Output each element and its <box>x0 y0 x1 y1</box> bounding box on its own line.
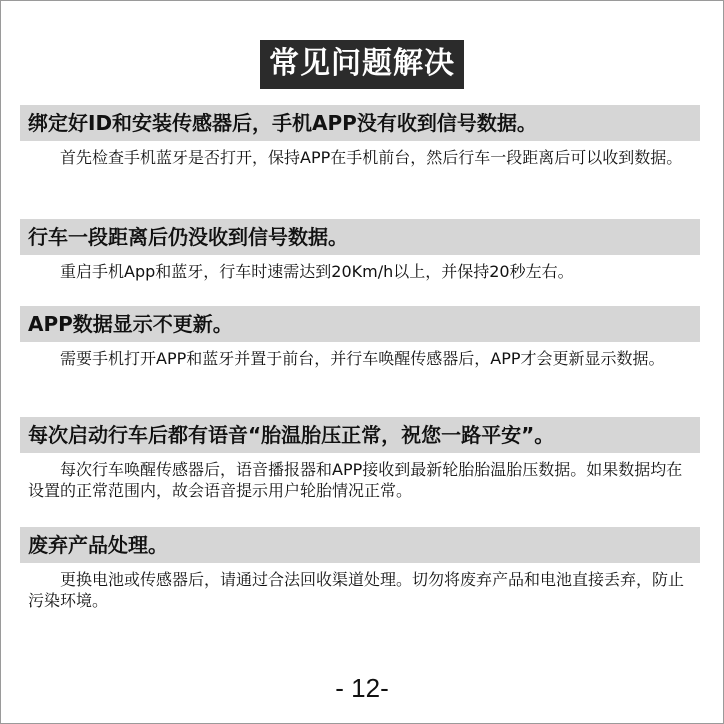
faq-item-5 <box>20 527 700 611</box>
faq-item-3 <box>20 306 700 369</box>
faq-answer-4: 每次行车唤醒传感器后，语音播报器和APP接收到最新轮胎胎温胎压数据。如果数据均在设置的正常范围内，故会语音提示用户轮胎情况正常。 <box>28 460 683 500</box>
faq-question-1: 绑定好ID和安装传感器后，手机APP没有收到信号数据。 <box>20 105 700 141</box>
title-wrap <box>0 40 724 89</box>
faq-answer-3: 需要手机打开APP和蓝牙并置于前台，并行车唤醒传感器后，APP才会更新显示数据。 <box>60 349 665 368</box>
faq-item-2 <box>20 219 700 282</box>
faq-question-5: 废弃产品处理。 <box>20 527 700 563</box>
page-title: 常见问题解决 <box>260 40 464 89</box>
page-number: - 12- <box>335 673 389 703</box>
faq-answer-2: 重启手机App和蓝牙，行车时速需达到20Km/h以上，并保持20秒左右。 <box>60 262 574 281</box>
faq-item-1 <box>20 105 700 168</box>
faq-question-2: 行车一段距离后仍没收到信号数据。 <box>20 219 700 255</box>
faq-question-3: APP数据显示不更新。 <box>20 306 700 342</box>
faq-question-4: 每次启动行车后都有语音“胎温胎压正常，祝您一路平安”。 <box>20 417 700 453</box>
faq-answer-1: 首先检查手机蓝牙是否打开，保持APP在手机前台，然后行车一段距离后可以收到数据。 <box>60 148 683 167</box>
faq-item-4 <box>20 417 700 501</box>
faq-answer-5: 更换电池或传感器后，请通过合法回收渠道处理。切勿将废弃产品和电池直接丢弃，防止污染环境。 <box>28 570 685 610</box>
